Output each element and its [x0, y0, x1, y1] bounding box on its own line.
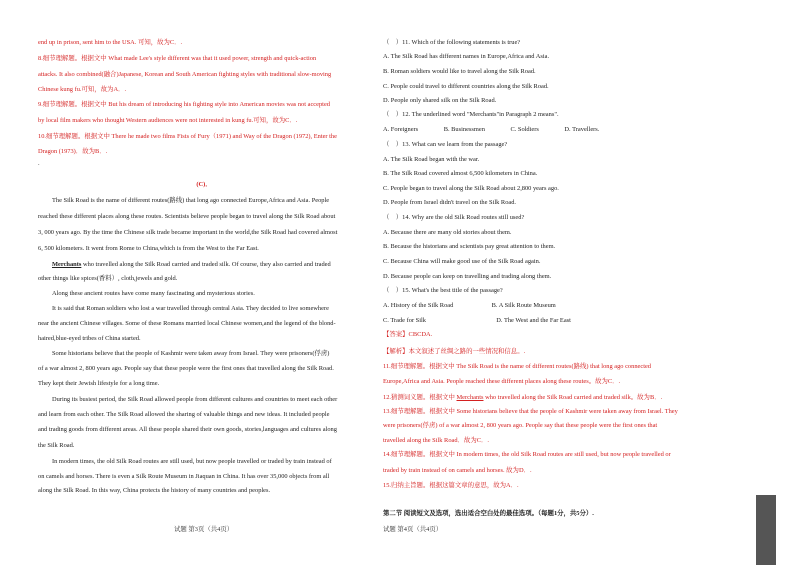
left-text-line: During its busiest period, the Silk Road allowed people from different cultures and countries to meet each other [52, 396, 338, 403]
right-text-line: travelled along the Silk Road．故为C．. [383, 437, 489, 444]
right-text-line: A. Because there are many old stories about them. [383, 229, 512, 236]
left-text-line: 9.细节理解题。根据文中 But his dream of introducing his fighting style into American movies was not accepted [38, 101, 330, 108]
left-text-line: . [38, 160, 40, 167]
underlined-word: Merchants [456, 394, 484, 401]
right-text-line: Europe,Africa and Asia. People reached these different places along these routes。故为C．. [383, 378, 621, 385]
footer-left-page-number: 试题 第3页（共4页） [174, 526, 234, 533]
right-text-line: 【解析】本文叙述了丝绸之路的一些情况和信息。. [383, 348, 526, 355]
right-text-line: C. People could travel to different countries along the Silk Road. [383, 83, 549, 90]
left-text-line: near the ancient Chinese villages. Some of these Romans married local Chinese women,and the legend of the blond- [38, 320, 336, 327]
left-text-line: reached these different places along these routes. Scientists believe people began to travel along the Silk Road about [38, 213, 336, 220]
right-text-line: 第二节 阅读短文及选项，选出适合空白处的最佳选项。（每题1分，共5分）. [383, 510, 594, 517]
right-text-line: C. Trade for Silk D. The West and the Far East [383, 317, 571, 324]
left-text-line: (C)． [196, 181, 212, 188]
footer-right-page-number: 试题 第4页（共4页） [383, 526, 443, 533]
right-text-line: were prisoners(俘虏) of a war almost 2, 800 years ago. People say that these people were the first ones that [383, 422, 658, 429]
left-text-line: other things like spices(香料）, cloth,jewels and gold. [38, 275, 178, 282]
right-text-line: D. People from Israel didn't travel on the Silk Road. [383, 199, 517, 206]
right-text-line: 【答案】CBCDA. [383, 331, 433, 338]
left-text-line: by local film makers who thought Western audiences were not interested in kung fu.可知，故为C．. [38, 117, 298, 124]
left-text-line: on camels and horses. There is even a Silk Route Museum in Jiaquan in China. It has over 35,000 objects from all [38, 473, 330, 480]
left-text-line: Dragon (1973)．故为B．. [38, 148, 108, 155]
left-text-line: haired,blue-eyed tribes of China started. [38, 335, 141, 342]
right-text-line: A. Foreigners B. Businessmen C. Soldiers D. Travellers. [383, 126, 600, 133]
left-text-line: end up in prison, sent him to the USA. 可知，故为C．. [38, 39, 183, 46]
right-text-line: B. Roman soldiers would like to travel along the Silk Road. [383, 68, 536, 75]
right-text-line: （ ）14. Why are the old Silk Road routes still used? [383, 214, 525, 221]
left-text-line: They kept their Jewish lifestyle for a long time. [38, 380, 160, 387]
left-text-line: Chinese kung fu.可知，故为A．. [38, 86, 127, 93]
right-text-line: 15.归纳主旨题。根据这篇文章的意思，故为A．. [383, 482, 519, 489]
right-text-line: （ ）12. The underlined word "Merchants"in Paragraph 2 means". [383, 111, 559, 118]
left-text-line: Merchants who travelled along the Silk Road carried and traded silk. Of course, they also carried and traded [52, 261, 331, 268]
left-text-line: It is said that Roman soldiers who lost a war travelled through central Asia. They decided to live somewhere [52, 305, 329, 312]
left-text-line: 10.细节理解题。根据文中 There he made two films Fists of Fury（1971) and Way of the Dragon (1972), Enter the [38, 133, 337, 140]
left-text-line: 6, 500 kilometers. It went from Rome to China,which is from the West to the Far East. [38, 245, 259, 252]
right-text-line: C. Because China will make good use of the Silk Road again. [383, 258, 541, 265]
right-text-line: 12.猜测词义题。根据文中 Merchants who travelled along the Silk Road carried and traded silk。故为B．. [383, 394, 663, 401]
left-text-line: of a war almost 2, 800 years ago. People say that these people were the first ones that travelled along the Silk Road. [38, 365, 334, 372]
right-text-line: （ ）11. Which of the following statements is true? [383, 39, 521, 46]
right-text-line: B. The Silk Road covered almost 6,500 kilometers in China. [383, 170, 538, 177]
left-text-line: Along these ancient routes have come many fascinating and mysterious stories. [52, 290, 255, 297]
right-text-line: A. The Silk Road has different names in Europe,Africa and Asia. [383, 53, 550, 60]
right-text-line: 13.细节理解题。根据文中 Some historians believe that the people of Kashmir were taken away from Israel. They [383, 408, 678, 415]
right-text-line: A. The Silk Road began with the war. [383, 156, 480, 163]
scrollbar-thumb[interactable] [756, 495, 776, 565]
left-text-line: and trading goods from different areas. All these people shared their own goods, stories,languages and cultures along [38, 426, 337, 433]
left-text-line: The Silk Road is the name of different routes(路线) that long ago connected Europe,Africa and Asia. People [52, 197, 330, 204]
underlined-word: Merchants [52, 261, 82, 268]
right-text-line: C. People began to travel along the Silk Road about 2,800 years ago. [383, 185, 559, 192]
right-text-line: （ ）15. What's the best title of the passage? [383, 287, 503, 294]
right-text-line: traded by train instead of on camels and horses. 故为D．. [383, 467, 532, 474]
left-text-line: 3, 000 years ago. By the time the Chinese silk trade became important in the world,the Silk Road had covered almost [38, 229, 338, 236]
right-text-line: A. History of the Silk Road B. A Silk Route Museum [383, 302, 556, 309]
right-text-line: （ ）13. What can we learn from the passage? [383, 141, 508, 148]
right-text-line: B. Because the historians and scientists pay great attention to them. [383, 243, 556, 250]
left-text-line: and learn from each other. The Silk Road allowed the sharing of valuable things and new ideas. It included people [38, 411, 330, 418]
left-text-line: the Silk Road. [38, 442, 75, 449]
right-text-line: 11.细节理解题。根据文中 The Silk Road is the name of different routes(路线) that long ago connected [383, 363, 651, 370]
left-text-line: 8.细节理解题。根据文中 What made Lee's style different was that it used power, strength and quick-action [38, 55, 317, 62]
left-text-line: attacks. It also combined(融合)Japanese, Korean and South American fighting styles with traditional slow-moving [38, 71, 332, 78]
left-text-line: along the Silk Road. In this way, China protects the history of many countries and peoples. [38, 487, 271, 494]
right-text-line: D. People only shared silk on the Silk Road. [383, 97, 497, 104]
right-text-line: 14.细节理解题。根据文中 In modern times, the old Silk Road routes are still used, but now people travelled or [383, 451, 671, 458]
left-text-line: In modern times, the old Silk Road routes are still used, but now people travelled or traded by train instead of [52, 458, 332, 465]
right-text-line: D. Because people can keep on travelling and trading along them. [383, 273, 552, 280]
left-text-line: Some historians believe that the people of Kashmir were taken away from Israel. They were prisoners(俘虏) [52, 350, 330, 357]
